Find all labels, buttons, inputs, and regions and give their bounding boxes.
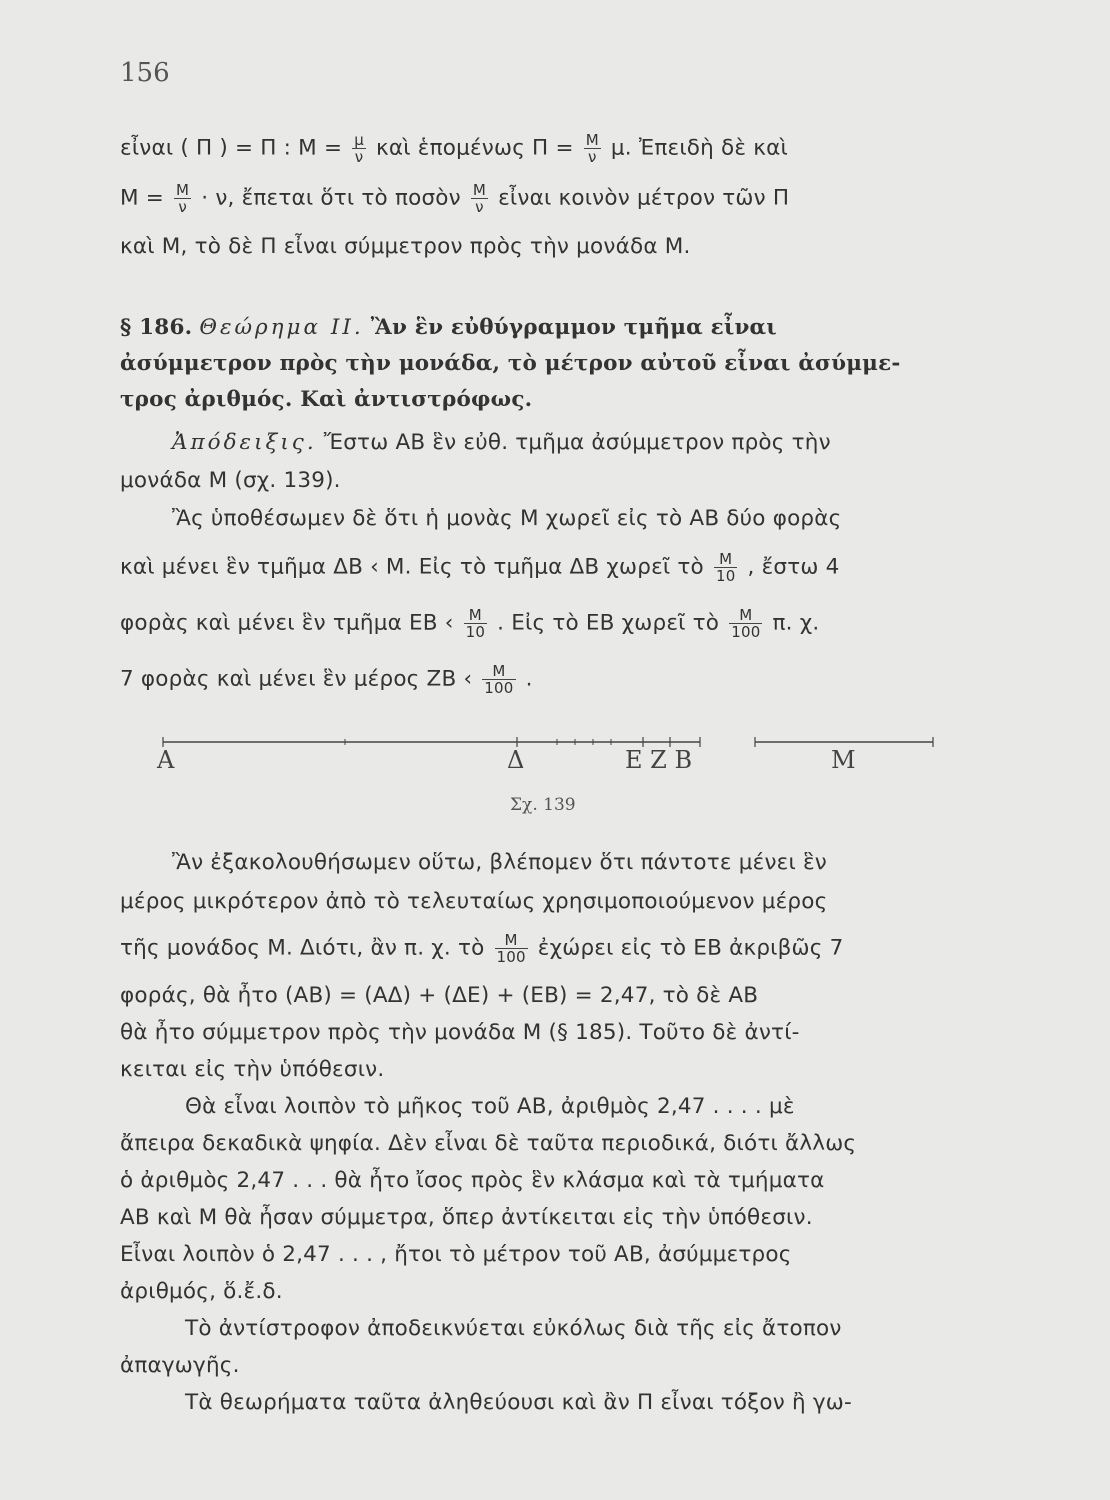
text-line-24: ἀριθμός, ὅ.ἔ.δ. xyxy=(120,1279,283,1304)
point-label-d: Δ xyxy=(507,746,525,774)
text-segment: · ν, ἔπεται ὅτι τὸ ποσὸν xyxy=(201,185,461,211)
proof-line-1 xyxy=(120,428,980,458)
text-line-11 xyxy=(120,607,980,640)
text-segment: εἶναι ( Π ) = Π : Μ = xyxy=(120,135,343,161)
theorem-heading xyxy=(120,313,980,343)
text-line-3: καὶ Μ, τὸ δὲ Π εἶναι σύμμετρον πρὸς τὴν μονάδα Μ. xyxy=(120,234,691,259)
text-line-15 xyxy=(120,932,980,965)
text-line-27: Τὰ θεωρήματα ταῦτα ἀληθεύουσι καὶ ἂν Π εἶναι τόξον ἢ γω- xyxy=(185,1390,852,1415)
fraction: $\frac{\mu}{\nu}$ xyxy=(354,131,364,166)
fraction: $\frac{M}{100}$ xyxy=(731,606,761,641)
text-segment: καὶ ἑπομένως Π = xyxy=(376,135,574,161)
text-segment: καὶ μένει ἓν τμῆμα ΔΒ ‹ Μ. Εἰς τὸ τμῆμα ΔΒ χωρεῖ τὸ xyxy=(120,554,704,580)
text-line-20: ἄπειρα δεκαδικὰ ψηφία. Δὲν εἶναι δὲ ταῦτα περιοδικά, διότι ἄλλως xyxy=(120,1131,857,1156)
text-line-13: Ἂν ἐξακολουθήσωμεν οὕτω, βλέπομεν ὅτι πάντοτε μένει ἓν xyxy=(172,850,828,875)
text-segment: . Εἰς τὸ ΕΒ χωρεῖ τὸ xyxy=(497,610,720,636)
fraction: $\frac{M}{100}$ xyxy=(496,931,526,966)
point-label-a: Α xyxy=(157,746,175,774)
fraction: $\frac{M}{\nu}$ xyxy=(585,131,599,166)
theorem-line-2: ἀσύμμετρον πρὸς τὴν μονάδα, τὸ μέτρον αὐτοῦ εἶναι ἀσύμμε- xyxy=(120,351,901,376)
text-line-16: φοράς, θὰ ἦτο (ΑΒ) = (ΑΔ) + (ΔΕ) + (ΕΒ) = 2,47, τὸ δὲ ΑΒ xyxy=(120,983,759,1008)
page-number: 156 xyxy=(120,58,170,88)
text-segment: ἐχώρει εἰς τὸ ΕΒ ἀκριβῶς 7 xyxy=(537,935,844,961)
theorem-line-3: τρος ἀριθμός. Καὶ ἀντιστρόφως. xyxy=(120,387,533,412)
fraction: $\frac{M}{100}$ xyxy=(484,662,514,697)
text-line-18: κειται εἰς τὴν ὑπόθεσιν. xyxy=(120,1057,385,1082)
text-segment: εἶναι κοινὸν μέτρον τῶν Π xyxy=(498,185,790,211)
text-segment: Ἔστω ΑΒ ἓν εὐθ. τμῆμα ἀσύμμετρον πρὸς τὴν xyxy=(323,430,831,455)
text-segment: 7 φορὰς καὶ μένει ἓν μέρος ΖΒ ‹ xyxy=(120,666,473,692)
point-label-ezb: Ε Ζ Β xyxy=(625,746,693,774)
text-segment: φορὰς καὶ μένει ἓν τμῆμα ΕΒ ‹ xyxy=(120,610,454,636)
text-line-9: Ἂς ὑποθέσωμεν δὲ ὅτι ἡ μονὰς Μ χωρεῖ εἰς τὸ ΑΒ δύο φορὰς xyxy=(172,506,842,531)
fraction: $\frac{M}{10}$ xyxy=(465,606,486,641)
figure-caption: Σχ. 139 xyxy=(510,795,576,815)
text-segment: μ. Ἐπειδὴ δὲ καὶ xyxy=(610,135,788,161)
text-line-22: ΑΒ καὶ Μ θὰ ἦσαν σύμμετρα, ὅπερ ἀντίκειται εἰς τὴν ὑπόθεσιν. xyxy=(120,1205,813,1230)
text-line-8: μονάδα Μ (σχ. 139). xyxy=(120,468,341,493)
text-line-21: ὁ ἀριθμὸς 2,47 . . . θὰ ἦτο ἴσος πρὸς ἓν κλάσμα καὶ τὰ τμήματα xyxy=(120,1168,825,1193)
fraction: $\frac{M}{\nu}$ xyxy=(472,181,487,216)
text-line-12 xyxy=(120,663,980,696)
text-line-17: θὰ ἦτο σύμμετρον πρὸς τὴν μονάδα Μ (§ 185). Τοῦτο δὲ ἀντί- xyxy=(120,1020,800,1045)
text-line-23: Εἶναι λοιπὸν ὁ 2,47 . . . , ἤτοι τὸ μέτρον τοῦ ΑΒ, ἀσύμμετρος xyxy=(120,1242,792,1267)
text-line-2 xyxy=(120,182,980,215)
text-segment: . xyxy=(525,666,533,692)
theorem-title: Θεώρημα ΙΙ. xyxy=(199,315,364,340)
section-number: § 186. xyxy=(120,315,193,340)
fraction: $\frac{M}{\nu}$ xyxy=(176,181,190,216)
theorem-text: Ἂν ἓν εὐθύγραμμον τμῆμα εἶναι xyxy=(370,315,777,340)
text-line-14: μέρος μικρότερον ἀπὸ τὸ τελευταίως χρησιμοποιούμενον μέρος xyxy=(120,889,828,914)
text-line-19: Θὰ εἶναι λοιπὸν τὸ μῆκος τοῦ ΑΒ, ἀριθμὸς 2,47 . . . . μὲ xyxy=(185,1094,795,1119)
text-segment: τῆς μονάδος Μ. Διότι, ἂν π. χ. τὸ xyxy=(120,935,485,961)
fraction: $\frac{M}{10}$ xyxy=(715,550,736,585)
text-line-25: Τὸ ἀντίστροφον ἀποδεικνύεται εὐκόλως διὰ τῆς εἰς ἄτοπον xyxy=(185,1316,842,1341)
text-line-10 xyxy=(120,551,980,584)
text-segment: Μ = xyxy=(120,185,164,211)
text-segment: , ἔστω 4 xyxy=(747,554,840,580)
segment-label-m: Μ xyxy=(831,746,856,774)
proof-label: Ἀπόδειξις. xyxy=(172,430,317,455)
text-line-1 xyxy=(120,132,980,165)
text-line-26: ἀπαγωγῆς. xyxy=(120,1353,240,1378)
segment-diagram xyxy=(155,728,945,788)
text-segment: π. χ. xyxy=(772,610,820,636)
